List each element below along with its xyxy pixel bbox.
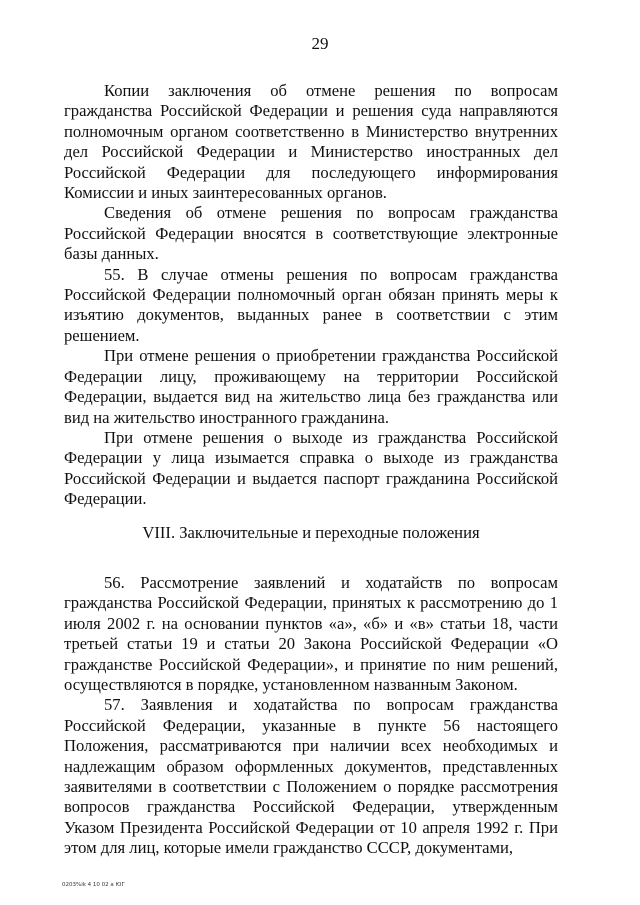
page-number: 29 — [311, 34, 329, 53]
paragraph-database-info: Сведения об отмене решения по вопросам гражданства Российской Федерации вносятся в соответствующие электронные базы данных. — [64, 203, 558, 264]
paragraph-item-55: 55. В случае отмены решения по вопросам гражданства Российской Федерации полномочный орган обязан принять меры к изъятию документов, выданных ранее в соответствии с этим решением. — [64, 264, 558, 345]
footer-document-code: 0203%ik 4 10 02 a ЮГ — [62, 882, 125, 888]
paragraph-residence-permit: При отмене решения о приобретении гражданства Российской Федерации лицу, проживающему на территории Российской Федерации, выдается вид на жительство лица без гражданства или вид на жительство иностранного гражданина. — [64, 346, 558, 427]
paragraph-item-56: 56. Рассмотрение заявлений и ходатайств по вопросам гражданства Российской Федерации, принятых к рассмотрению до 1 июля 2002 г. на основании пунктов «а», «б» и «в» статьи 18, части третьей статьи 19 и статьи 20 Закона Российской Федерации «О гражданстве Российской Федерации», и принятие по ним решений, осуществляются в порядке, установленном названным Законом. — [64, 572, 558, 694]
paragraph-copies-of-conclusion: Копии заключения об отмене решения по вопросам гражданства Российской Федерации и решения суда направляются полномочным органом соответственно в Министерство внутренних дел Российской Федерации и Министерство иностранных дел Российской Федерации для последующего информирования Комиссии и иных заинтересованных органов. — [64, 81, 558, 203]
paragraph-withdrawal-certificate: При отмене решения о выходе из гражданства Российской Федерации у лица изымается справка о выходе из гражданства Российской Федерации и выдается паспорт гражданина Российской Федерации. — [64, 427, 558, 509]
section-heading: VIII. Заключительные и переходные положения — [142, 522, 480, 542]
document-body — [64, 81, 558, 859]
paragraph-item-57: 57. Заявления и ходатайства по вопросам гражданства Российской Федерации, указанные в пункте 56 настоящего Положения, рассматриваются при наличии всех необходимых и надлежащим образом оформленных документов, представленных заявителями в соответствии с Положением о порядке рассмотрения вопросов гражданства Российской Федерации, утвержденным Указом Президента Российской Федерации от 10 апреля 1992 г. При этом для лиц, которые имели гражданство СССР, документами, — [64, 695, 558, 858]
